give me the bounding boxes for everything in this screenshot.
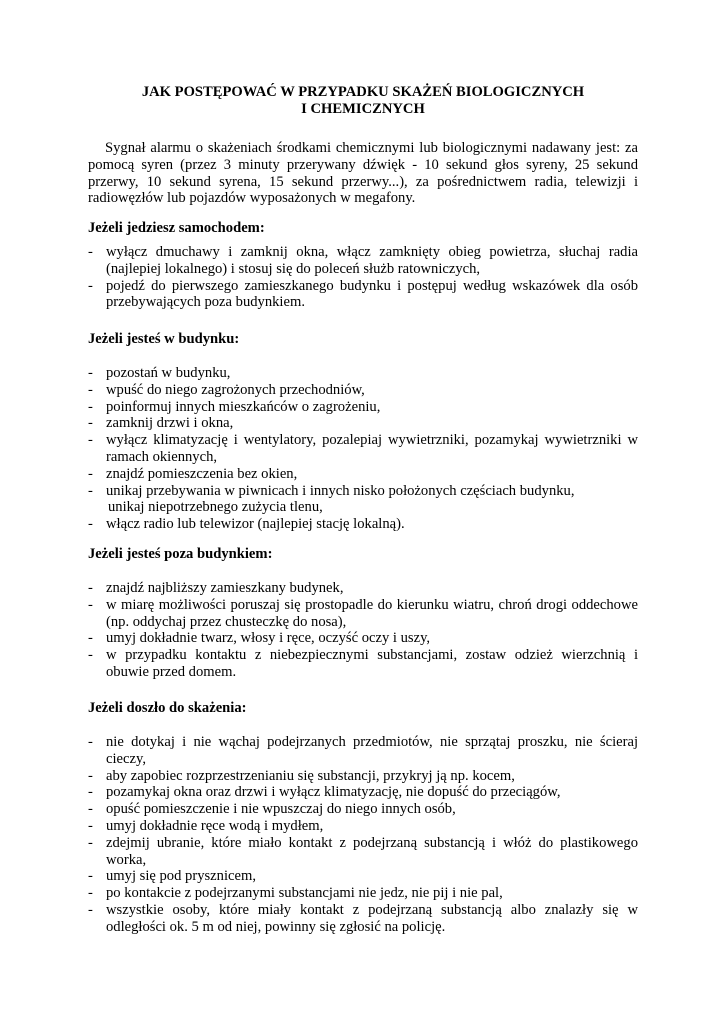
heading-outside: Jeżeli jesteś poza budynkiem:: [88, 546, 273, 562]
list-item: - po kontakcie z podejrzanymi substancjami nie jedz, nie pij i nie pal,: [88, 885, 638, 902]
title-line-2: I CHEMICZNYCH: [301, 100, 425, 117]
list-item: - wyłącz klimatyzację i wentylatory, pozalepiaj wywietrzniki, pozamykaj wywietrzniki w ramach okiennych,: [88, 432, 638, 466]
list-item: - pojedź do pierwszego zamieszkanego budynku i postępuj według wskazówek dla osób przebywających poza budynkiem.: [88, 278, 638, 312]
list-item: - umyj dokładnie ręce wodą i mydłem,: [88, 818, 638, 835]
list-item: - zamknij drzwi i okna,: [88, 415, 638, 432]
list-item-continuation: unikaj niepotrzebnego zużycia tlenu,: [108, 499, 323, 516]
list-item: - wpuść do niego zagrożonych przechodniów,: [88, 382, 638, 399]
list-item: - znajdź pomieszczenia bez okien,: [88, 466, 638, 483]
list-item: - znajdź najbliższy zamieszkany budynek,: [88, 580, 638, 597]
list-item: - włącz radio lub telewizor (najlepiej stację lokalną).: [88, 516, 638, 533]
list-item: - umyj się pod prysznicem,: [88, 868, 638, 885]
heading-car: Jeżeli jedziesz samochodem:: [88, 220, 265, 236]
list-item: - nie dotykaj i nie wąchaj podejrzanych przedmiotów, nie sprzątaj proszku, nie ścieraj cieczy,: [88, 734, 638, 768]
heading-contamination: Jeżeli doszło do skażenia:: [88, 700, 247, 716]
list-item: - pozostań w budynku,: [88, 365, 638, 382]
list-building: [88, 365, 638, 533]
list-outside: [88, 580, 638, 681]
list-item-text: unikaj przebywania w piwnicach i innych nisko położonych częściach budynku,: [106, 482, 575, 499]
heading-building: Jeżeli jesteś w budynku:: [88, 331, 240, 347]
page-title: [88, 84, 638, 118]
list-contamination: [88, 734, 638, 936]
list-item: - poinformuj innych mieszkańców o zagrożeniu,: [88, 399, 638, 416]
intro-paragraph: Sygnał alarmu o skażeniach środkami chemicznymi lub biologicznymi nadawany jest: za pomocą syren (przez 3 minuty przerywany dźwięk - 10 sekund głos syreny, 25 sekund przerwy, 10 sekund syrena, 15 sekund przerwy...), za pośrednictwem radia, telewizji i radiowęzłów lub pojazdów wyposażonych w megafony.: [88, 140, 638, 207]
list-item: - opuść pomieszczenie i nie wpuszczaj do niego innych osób,: [88, 801, 638, 818]
list-item: [88, 483, 638, 517]
list-car: [88, 244, 638, 311]
list-item: - wszystkie osoby, które miały kontakt z podejrzaną substancją albo znalazły się w odległości ok. 5 m od niej, powinny się zgłosić na policję.: [88, 902, 638, 936]
list-item: - w przypadku kontaktu z niebezpiecznymi substancjami, zostaw odzież wierzchnią i obuwie przed domem.: [88, 647, 638, 681]
list-item: - umyj dokładnie twarz, włosy i ręce, oczyść oczy i uszy,: [88, 630, 638, 647]
list-item: - wyłącz dmuchawy i zamknij okna, włącz zamknięty obieg powietrza, słuchaj radia (najlepiej lokalnego) i stosuj się do poleceń służb ratowniczych,: [88, 244, 638, 278]
list-item: - pozamykaj okna oraz drzwi i wyłącz klimatyzację, nie dopuść do przeciągów,: [88, 784, 638, 801]
title-line-1: JAK POSTĘPOWAĆ W PRZYPADKU SKAŻEŃ BIOLOGICZNYCH: [141, 84, 585, 100]
list-item: - w miarę możliwości poruszaj się prostopadle do kierunku wiatru, chroń drogi oddechowe (np. oddychaj przez chusteczkę do nosa),: [88, 597, 638, 631]
list-item: - zdejmij ubranie, które miało kontakt z podejrzaną substancją i włóż do plastikowego worka,: [88, 835, 638, 869]
list-item: - aby zapobiec rozprzestrzenianiu się substancji, przykryj ją np. kocem,: [88, 768, 638, 785]
